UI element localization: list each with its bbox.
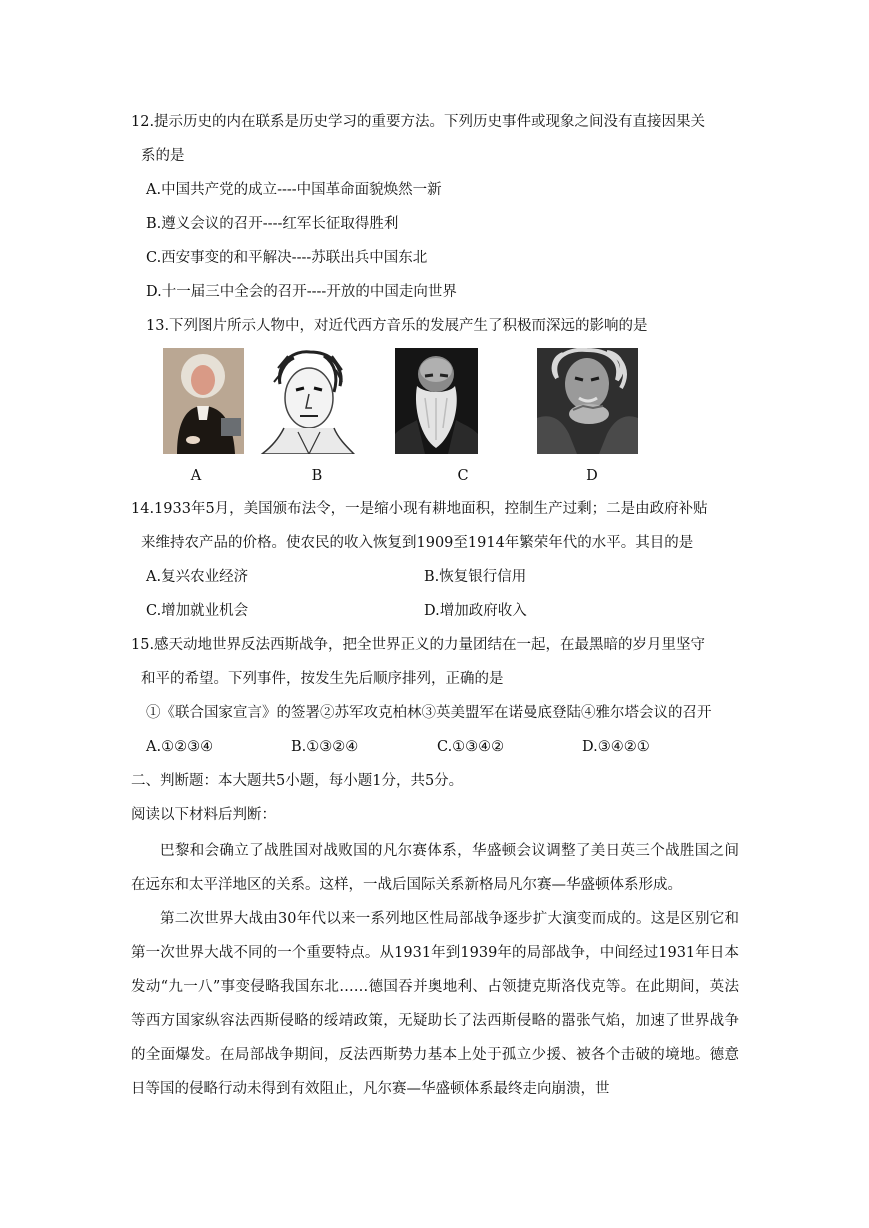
material-paragraph-1: 巴黎和会确立了战胜国对战败国的凡尔赛体系，华盛顿会议调整了美日英三个战胜国之间在远东和太平洋地区的关系。这样，一战后国际关系新格局凡尔赛—华盛顿体系形成。 <box>131 843 739 893</box>
portrait-label-b: B <box>311 468 323 484</box>
material-paragraph-2: 第二次世界大战由30年代以来一系列地区性局部战争逐步扩大演变而成的。这是区别它和第一次世界大战不同的一个重要特点。从1931年到1939年的局部战争，中间经过1931年日本发动“九一八”事变侵略我国东北……德国吞并奥地利、占领捷克斯洛伐克等。在此期间，英法等西方国家纵容法西斯侵略的绥靖政策，无疑助长了法西斯侵略的嚣张气焰，加速了世界战争的全面爆发。在局部战争期间，反法西斯势力基本上处于孤立少援、被各个击破的境地。德意日等国的侵略行动未得到有效阻止，凡尔赛—华盛顿体系最终走向崩溃，世 <box>131 911 739 1097</box>
section2-heading: 二、判断题：本大题共5小题，每小题1分，共5分。 <box>131 773 464 789</box>
q12-stem-line2: 系的是 <box>141 148 185 164</box>
portrait-a-image <box>163 348 244 454</box>
q14-option-a: A.复兴农业经济 <box>146 569 249 585</box>
q15-option-a: A.①②③④ <box>146 739 214 755</box>
q13-stem: 13.下列图片所示人物中，对近代西方音乐的发展产生了积极而深远的影响的是 <box>146 318 648 334</box>
portrait-d-image <box>537 348 638 454</box>
q15-option-d: D.③④②① <box>582 739 650 755</box>
q12-option-c: C.西安事变的和平解决----苏联出兵中国东北 <box>146 250 428 266</box>
q15-stem-line1: 15.感天动地世界反法西斯战争，把全世界正义的力量团结在一起，在最黑暗的岁月里坚守 <box>131 637 706 653</box>
q14-option-b: B.恢复银行信用 <box>424 569 527 585</box>
q12-option-b: B.遵义会议的召开----红军长征取得胜利 <box>146 216 399 232</box>
q15-option-b: B.①③②④ <box>291 739 359 755</box>
q15-events: ①《联合国家宣言》的签署②苏军攻克柏林③英美盟军在诺曼底登陆④雅尔塔会议的召开 <box>146 705 712 721</box>
section2-intro: 阅读以下材料后判断： <box>131 807 276 823</box>
q14-stem-line2: 来维持农产品的价格。使农民的收入恢复到1909至1914年繁荣年代的水平。其目的是 <box>141 535 694 551</box>
q12-option-d: D.十一届三中全会的召开----开放的中国走向世界 <box>146 284 457 300</box>
q12-stem-line1: 12.提示历史的内在联系是历史学习的重要方法。下列历史事件或现象之间没有直接因果关 <box>131 114 706 130</box>
q15-option-c: C.①③④② <box>437 739 505 755</box>
q14-stem-line1: 14.1933年5月，美国颁布法令，一是缩小现有耕地面积，控制生产过剩；二是由政府补贴 <box>131 501 708 517</box>
portrait-label-d: D <box>586 468 598 484</box>
q14-option-d: D.增加政府收入 <box>424 603 527 619</box>
portrait-c-image <box>395 348 478 454</box>
portrait-label-c: C <box>457 468 469 484</box>
q12-option-a: A.中国共产党的成立----中国革命面貌焕然一新 <box>146 182 442 198</box>
q15-stem-line2: 和平的希望。下列事件，按发生先后顺序排列，正确的是 <box>141 671 504 687</box>
portrait-b-image <box>258 348 358 454</box>
portrait-label-a: A <box>190 468 202 484</box>
q14-option-c: C.增加就业机会 <box>146 603 249 619</box>
